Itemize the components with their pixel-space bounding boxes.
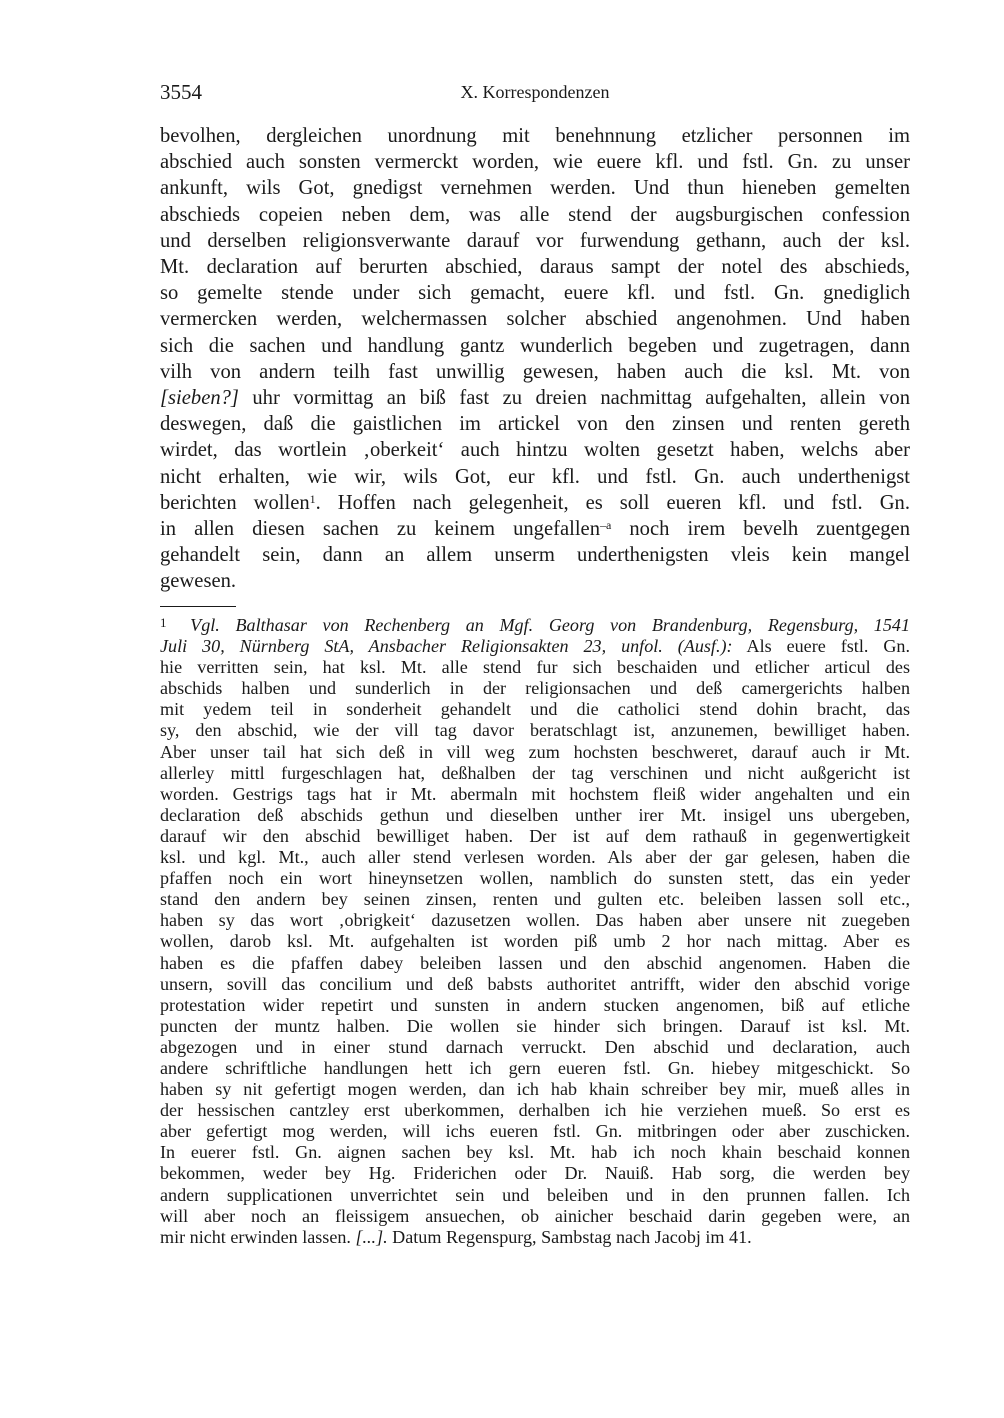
footnote-line: abgezogen und in einer stund darnach verruckt. Den abschid und declaration, auch [160,1036,910,1057]
text-line: so gemelte stende under sich gemacht, euere kfl. und fstl. Gn. gnediglich [160,282,910,305]
footnote-line: puncten der muntz halben. Die wollen sie hinder sich bringen. Darauf ist ksl. Mt. [160,1015,910,1036]
footnote-line: sy, den abschid, wie der vill tag davor beratschlagt ist, anzunemen, bewilliget haben. [160,720,910,741]
footnote-line: pfaffen noch ein wort hineynsetzen wollen, namblich do sunsten stett, das ein yeder [160,868,910,889]
footnote-citation: Vgl. Balthasar von Rechenberg an Mgf. Georg von Brandenburg, Regensburg, 1541 [190,615,910,635]
footnote-line: Aber unser tail hat sich deß in vill weg zum hochsten beschweret, darauf auch ir Mt. [160,741,910,762]
footnote-line: aber gefertigt mog werden, will ichs eueren fstl. Gn. mitbringen oder aber zuschicken. [160,1121,910,1142]
text-line: in allen diesen sachen zu keinem ungefallen$^{-a}$ noch irem bevelh zuentgegen [160,518,910,541]
footnote-line [160,1227,910,1248]
footnote-line: andern supplicationen unverrichtet sein und beleiben und in den prunnen fallen. Ich [160,1184,910,1205]
footnote-citation-cont: Juli 30, Nürnberg StA, Ansbacher Religionsakten 23, unfol. (Ausf.): [160,636,733,657]
footnote-line: wollen, darob ksl. Mt. aufgehalten ist worden piß umb 2 hor nach mittag. Aber es [160,931,910,952]
text-line: deswegen, daß die gaistlichen im artickel von den zinsen und renten gereth [160,413,910,436]
running-title: X. Korrespondenzen [460,82,610,102]
footnote-line: worden. Gestrigs tags hat ir Mt. abermaln mit hochstem fleiß wider angehalten und ein [160,783,910,804]
footnote-line: haben sy nit gefertigt mogen werden, dan ich hab khain schreiber bey mir, mueß alles in [160,1079,910,1100]
footnote-line: In euerer fstl. Gn. aignen sachen bey ksl. Mt. hab ich noch khain beschaid konnen [160,1142,910,1163]
page-header [160,80,910,108]
footnote-ellipsis: [...]. [355,1226,388,1247]
text-line: vermercken werden, welchermassen solcher abschied angenohmen. Und haben [160,308,910,331]
footnote-block [160,612,910,1248]
text-line: gewesen. [160,570,237,593]
text-line: Mt. declaration auf berurten abschied, daraus sampt der notel des abschieds, [160,256,910,279]
footnote-line: will aber noch an fleissigem ansuechen, ob ainicher beschaid darin gegeben were, an [160,1205,910,1226]
text-line: bevolhen, dergleichen unordnung mit benehnnung etzlicher personnen im [160,125,910,147]
text-line: gehandelt sein, dann an allem unserm underthenigsten vleis kein mangel [160,544,910,567]
text-line: nicht erhalten, wie wir, wils Got, eur kfl. und fstl. Gn. auch underthenigst [160,465,910,488]
text-line: berichten wollen$^1$. Hoffen nach gelegenheit, es soll eueren kfl. und fstl. Gn. [160,491,911,514]
text-line: wirdet, das wortlein ‚oberkeit‘ auch hintzu wolten gesetzt haben, welchs aber [160,439,910,462]
footnote-line: abschids halben und sunderlich in der religionsachen und deß camergerichts halben [160,678,910,699]
footnote-marker: –a [600,518,612,533]
footnote-line: declaration deß abschids gethun und dieselben unther irer Mt. insigel uns ubergeben, [160,804,910,825]
footnote-marker: 1 [309,491,316,506]
footnote-line: andere schriftliche handlungen hett ich gern eueren fstl. Gn. hiebey mitgeschickt. So [160,1057,910,1078]
footnote-line: haben es die pfaffen dabey beleiben lassen und den abschid angenomen. Haben die [160,952,910,973]
page-number: 3554 [160,80,202,104]
footnote-body [160,657,910,1227]
text-line: und derselben religionsverwante darauf vor furwendung gethann, auch der ksl. [160,229,910,252]
text-line: vilh von andern teilh fast unwillig gewesen, haben auch die ksl. Mt. von [160,360,910,383]
footnote-line [160,636,910,657]
footnote-line: bekommen, weder bey Hg. Friderichen oder Dr. Nauiß. Hab sorg, die werden bey [160,1163,910,1184]
main-text [160,123,910,595]
text-line: abschied auch sonsten vermerckt worden, wie euere kfl. und fstl. Gn. zu unser [160,151,910,174]
footnote-divider [160,606,236,607]
footnote-line: stand den andern bey seinen zinsen, renten und gulten etc. beleiben lassen soll etc., [160,889,910,910]
footnote-line: haben sy das wort ‚obrigkeit‘ dazusetzen wollen. Das haben aber unsere nit zuegeben [160,910,910,931]
editorial-insertion: [sieben?] [160,387,239,410]
footnote-line: unsern, sovill das concilium und deß babsts authoritet antrifft, wider den abschid vorige [160,973,910,994]
footnote-text: Als euere fstl. Gn. [732,636,910,657]
footnote-text: Datum Regenspurg, Sambstag nach Jacobj im 41. [387,1226,752,1247]
footnote-line [160,612,910,636]
footnote-line: protestation wider repetirt und sunsten in andern stucken angenomen, biß auf etliche [160,994,910,1015]
text-line: ankunft, wils Got, gnedigst vernehmen werden. Und thun hieneben gemelten [160,177,910,200]
footnote-text: mir nicht erwinden lassen. [160,1226,356,1247]
footnote-line: allerley mittl furgeschlagen hat, deßhalben der tag verschinen und nicht außgericht ist [160,762,910,783]
footnote-number: 1 [160,615,167,630]
footnote-line: ksl. und kgl. Mt., auch aller stend verlesen worden. Als aber der gar gelesen, haben die [160,847,910,868]
text-line: [sieben?] uhr vormittag an biß fast zu dreien nachmittag aufgehalten, allein von [160,387,910,410]
text-line: sich die sachen und handlung gantz wunderlich begeben und zugetragen, dann [160,334,910,357]
footnote-line: der hessischen cantzley erst uberkommen, derhalben ich hie verziehen mueß. So erst es [160,1100,910,1121]
footnote-line: hie verritten sein, hat ksl. Mt. alle stend fur sich beschaiden und etlicher articul des [160,657,910,678]
text-line: abschieds copeien neben dem, was alle stend der augsburgischen confession [160,203,910,226]
footnote-line: mit yedem teil in sonderheit gehandelt und die catholici stend dohin bracht, das [160,699,910,720]
footnote-line: darauf wir den abschid bewilliget haben. Der ist auf dem rathauß in gegenwertigkeit [160,825,910,846]
